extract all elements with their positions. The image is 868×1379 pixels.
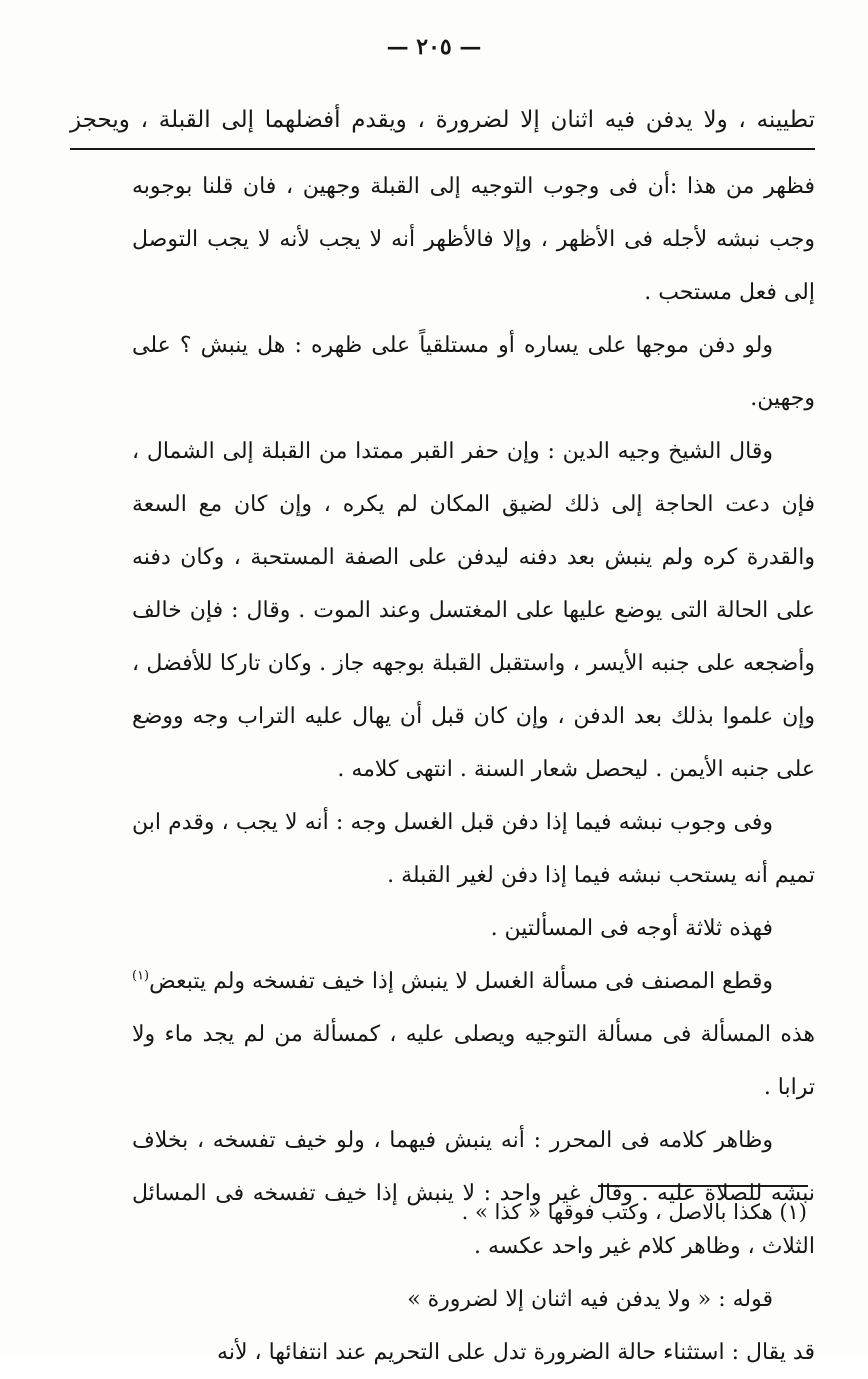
paragraph-text: هذه المسألة فى مسألة التوجيه ويصلى عليه ، كمسألة من لم يجد ماء ولا ترابا . [132,1022,815,1100]
paragraph-text: وقطع المصنف فى مسألة الغسل لا ينبش إذا خيف تفسخه ولم يتبعض [149,969,773,994]
footnote-reference: (١) [131,968,150,984]
page-number: — ٢٠٥ — [386,34,482,60]
running-header-line: تطيينه ، ولا يدفن فيه اثنان إلا لضرورة ، ويقدم أفضلهما إلى القبلة ، ويحجز [70,107,815,133]
paragraph [132,955,815,1114]
paragraph: قد يقال : استثناء حالة الضرورة تدل على التحريم عند انتفائها ، لأنه [217,1340,815,1365]
header-divider [70,148,815,150]
paragraph: قوله : « ولا يدفن فيه اثنان إلا لضرورة » [407,1287,773,1312]
paragraph: ولو دفن موجها على يساره أو مستلقياً على ظهره : هل ينبش ؟ على وجهين. [132,333,815,411]
footnote-divider [598,1185,808,1187]
footnote: (١) هكذا بالاصل ، وكتب فوقها « كذا » . [461,1200,807,1224]
paragraph: وفى وجوب نبشه فيما إذا دفن قبل الغسل وجه : أنه لا يجب ، وقدم ابن تميم أنه يستحب نبشه فيما إذا دفن لغير القبلة . [132,810,815,888]
paragraph: فهذه ثلاثة أوجه فى المسألتين . [490,916,773,941]
paragraph: وقال الشيخ وجيه الدين : وإن حفر القبر ممتدا من القبلة إلى الشمال ، فإن دعت الحاجة إلى ذلك لضيق المكان لم يكره ، وإن كان مع السعة والقدرة كره ولم ينبش بعد دفنه ليدفن على الصفة المستحبة ، وكان دفنه على الحالة التى يوضع عليها على المغتسل وعند الموت . وقال : فإن خالف وأضجعه على جنبه الأيسر ، واستقبل القبلة بوجهه جاز . وكان تاركا للأفضل ، وإن علموا بذلك بعد الدفن ، وإن كان قبل أن يهال عليه التراب وجه ووضع على جنبه الأيمن . ليحصل شعار السنة . انتهى كلامه . [132,439,815,782]
paragraph: وظاهر كلامه فى المحرر : أنه ينبش فيهما ، ولو خيف تفسخه ، بخلاف نبشه للصلاة عليه . وقال غير واحد : لا ينبش إذا خيف تفسخه فى المسائل الثلاث ، وظاهر كلام غير واحد عكسه . [132,1128,815,1259]
paragraph: فظهر من هذا :أن فى وجوب التوجيه إلى القبلة وجهين ، فان قلنا بوجوبه وجب نبشه لأجله فى الأظهر ، وإلا فالأظهر أنه لا يجب لأنه لا يجب التوصل إلى فعل مستحب . [132,174,815,305]
